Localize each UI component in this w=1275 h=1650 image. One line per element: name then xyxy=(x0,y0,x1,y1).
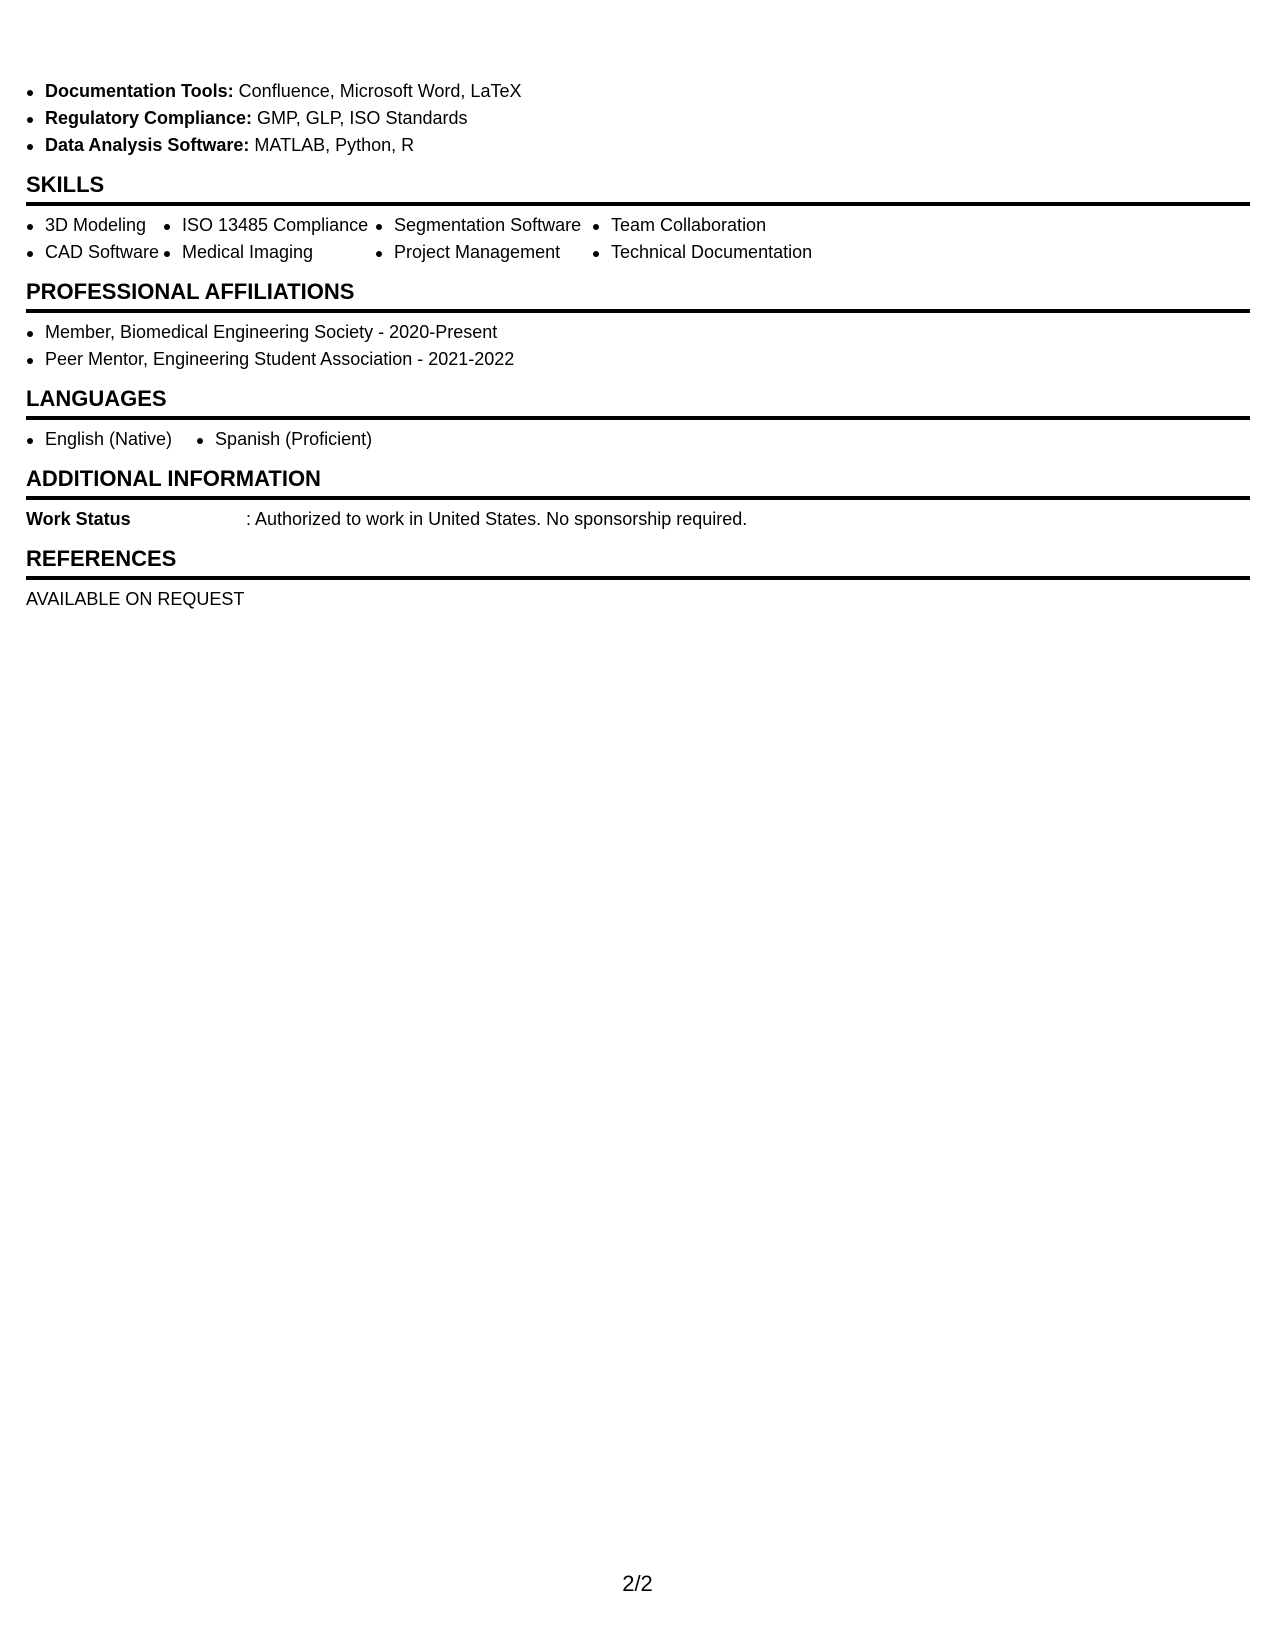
skill-item: Team Collaboration xyxy=(592,212,812,239)
languages-heading: LANGUAGES xyxy=(26,385,1250,420)
work-status-row xyxy=(26,506,1250,533)
list-item xyxy=(26,78,1250,105)
item-label: Data Analysis Software: xyxy=(45,135,250,155)
skill-item: Technical Documentation xyxy=(592,239,812,266)
skill-item: CAD Software xyxy=(26,239,163,266)
skills-column xyxy=(26,212,163,266)
affiliations-list xyxy=(26,319,1250,373)
skills-column xyxy=(163,212,375,266)
item-value: GMP, GLP, ISO Standards xyxy=(252,108,468,128)
list-item xyxy=(26,132,1250,159)
skill-item: ISO 13485 Compliance xyxy=(163,212,375,239)
skill-item: Medical Imaging xyxy=(163,239,375,266)
skill-item: 3D Modeling xyxy=(26,212,163,239)
additional-info-heading: ADDITIONAL INFORMATION xyxy=(26,465,1250,500)
page-number: 2/2 xyxy=(622,1571,653,1596)
list-item xyxy=(26,105,1250,132)
skills-column xyxy=(592,212,812,266)
tools-list xyxy=(26,78,1250,159)
languages-list xyxy=(26,426,1250,453)
references-heading: REFERENCES xyxy=(26,545,1250,580)
item-value: Confluence, Microsoft Word, LaTeX xyxy=(233,81,522,101)
references-text: AVAILABLE ON REQUEST xyxy=(26,589,245,609)
item-value: MATLAB, Python, R xyxy=(249,135,415,155)
language-item: English (Native) xyxy=(26,426,172,453)
skills-column xyxy=(375,212,592,266)
language-item: Spanish (Proficient) xyxy=(196,426,372,453)
resume-page xyxy=(26,78,1250,613)
affiliation-item: Member, Biomedical Engineering Society - 2020-Present xyxy=(26,319,1250,346)
work-status-label: Work Status xyxy=(26,509,131,529)
skill-item: Project Management xyxy=(375,239,592,266)
work-status-value: : Authorized to work in United States. No sponsorship required. xyxy=(246,509,748,529)
item-label: Documentation Tools: xyxy=(45,81,234,101)
skill-item: Segmentation Software xyxy=(375,212,592,239)
skills-heading: SKILLS xyxy=(26,171,1250,206)
affiliation-item: Peer Mentor, Engineering Student Association - 2021-2022 xyxy=(26,346,1250,373)
affiliations-heading: PROFESSIONAL AFFILIATIONS xyxy=(26,278,1250,313)
item-label: Regulatory Compliance: xyxy=(45,108,253,128)
skills-grid xyxy=(26,212,1250,266)
